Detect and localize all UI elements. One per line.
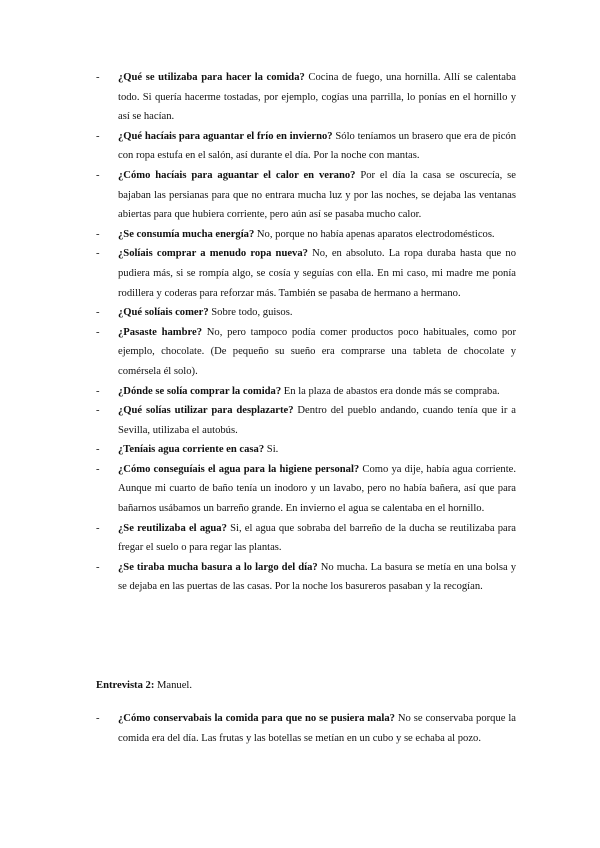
list-dash: - [96, 228, 100, 240]
list-dash: - [96, 463, 100, 475]
list-item [96, 440, 516, 460]
question: ¿Se consumía mucha energía? [118, 228, 255, 240]
list-item [96, 127, 516, 166]
answer: Como ya dije, había agua corriente. Aunque mi cuarto de baño tenía un inodoro y un lavabo, pero no había bañera, así que para bañarnos usábamos un barreño grande. En invierno el agua se calentaba en el hornillo. [118, 463, 516, 515]
question: ¿Teníais agua corriente en casa? [118, 444, 265, 456]
answer: Cocina de fuego, una hornilla. Allí se calentaba todo. Si quería hacerme tostadas, por ejemplo, cogías una parrilla, lo ponías en el hornillo y así se hacían. [118, 72, 516, 123]
question: ¿Pasaste hambre? [118, 326, 202, 338]
answer: Si, el agua que sobraba del barreño de la ducha se reutilizaba para fregar el suelo o para regar las plantas. [118, 522, 516, 554]
question: ¿Cómo conseguíais el agua para la higiene personal? [118, 463, 360, 475]
list-dash: - [96, 130, 100, 142]
question: ¿Qué se utilizaba para hacer la comida? [118, 72, 305, 83]
list-dash: - [96, 713, 100, 724]
answer: No, pero tampoco podía comer productos poco habituales, como por ejemplo, chocolate. (De pequeño su sueño era comprarse una tableta de chocolate y comérsela él solo). [118, 326, 516, 377]
answer: Sobre todo, guisos. [208, 307, 293, 319]
answer: Si. [264, 444, 279, 456]
list-item [96, 709, 516, 748]
list-dash: - [96, 326, 100, 338]
list-dash: - [96, 248, 100, 260]
answer: Por el día la casa se oscurecía, se bajaban las persianas para que no entrara mucha luz y por las noches, se dejaba las ventanas abiertas para que hubiera corriente, pero aún así se pasaba mucho calor. [118, 169, 516, 221]
list-item [96, 382, 516, 402]
question: ¿Cómo hacíais para aguantar el calor en verano? [118, 169, 356, 181]
list-item [96, 558, 516, 597]
list-item [96, 244, 516, 303]
question: ¿Qué solías utilizar para desplazarte? [118, 405, 294, 417]
list-item [96, 323, 516, 382]
list-item [96, 460, 516, 519]
answer: No, porque no había apenas aparatos electrodomésticos. [254, 228, 495, 240]
interview-heading [96, 676, 192, 696]
question: ¿Solíais comprar a menudo ropa nueva? [118, 248, 308, 260]
list-dash: - [96, 522, 100, 534]
answer: No mucha. La basura se metía en una bolsa y se dejaba en las puertas de las casas. Por la noche los basureros pasaban y la recogían. [118, 561, 516, 593]
interview-2-list [96, 709, 516, 748]
list-item [96, 166, 516, 225]
list-dash: - [96, 307, 100, 319]
question: ¿Cómo conservabais la comida para que no se pusiera mala? [118, 713, 395, 724]
question: ¿Qué hacíais para aguantar el frío en invierno? [118, 130, 333, 142]
answer: Sólo teníamos un brasero que era de picón con ropa estufa en el salón, así durante el día. Por la noche con mantas. [118, 130, 516, 162]
list-dash: - [96, 385, 100, 397]
answer: No, en absoluto. La ropa duraba hasta que no pudiera más, si se rompía algo, se cosía y seguías con ella. En mi caso, mi madre me ponía rodillera y coderas para reforzar más. También se pasaba de hermano a hermano. [118, 248, 516, 299]
list-dash: - [96, 169, 100, 181]
interview-label: Entrevista 2: [96, 680, 155, 691]
list-item [96, 303, 516, 323]
list-item [96, 225, 516, 245]
list-dash: - [96, 72, 100, 83]
question: ¿Se tiraba mucha basura a lo largo del día? [118, 561, 318, 573]
list-item [96, 401, 516, 440]
interview-1-list [96, 68, 516, 597]
list-item [96, 68, 516, 127]
list-item [96, 519, 516, 558]
list-dash: - [96, 405, 100, 417]
question: ¿Se reutilizaba el agua? [118, 522, 227, 534]
question: ¿Dónde se solía comprar la comida? [118, 385, 282, 397]
question: ¿Qué solíais comer? [118, 307, 209, 319]
list-dash: - [96, 444, 100, 456]
interviewee-name: Manuel. [154, 680, 193, 691]
answer: Dentro del pueblo andando, cuando tenía que ir a Sevilla, utilizaba el autobús. [118, 405, 516, 436]
answer: No se conservaba porque la comida era del día. Las frutas y las botellas se metían en un cubo y se echaba al pozo. [118, 713, 516, 744]
list-dash: - [96, 561, 100, 573]
answer: En la plaza de abastos era donde más se compraba. [281, 385, 500, 397]
